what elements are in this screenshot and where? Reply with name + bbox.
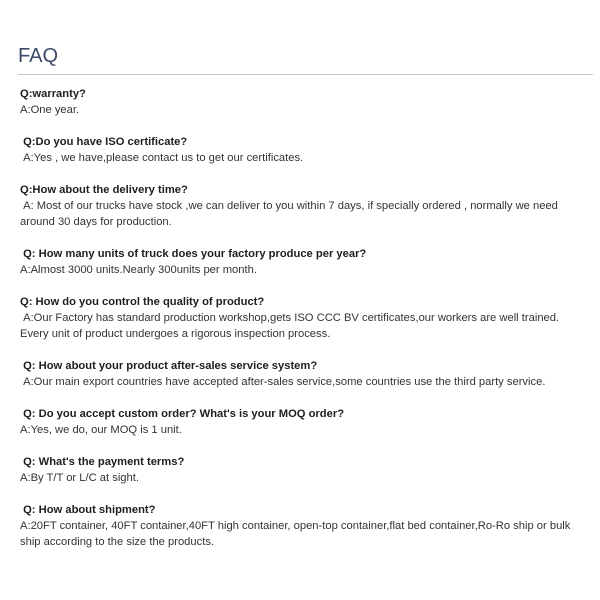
faq-item-delivery-time xyxy=(20,182,590,230)
faq-question: Q: How many units of truck does your factory produce per year? xyxy=(20,248,367,260)
faq-question: Q: How about shipment? xyxy=(20,504,156,516)
faq-item-payment-terms xyxy=(20,454,590,486)
faq-question: Q: Do you accept custom order? What's is your MOQ order? xyxy=(20,408,345,420)
page-title: FAQ xyxy=(18,45,59,67)
faq-answer: A:Yes, we do, our MOQ is 1 unit. xyxy=(20,424,182,436)
faq-answer: A:Our main export countries have accepted after-sales service,some countries use the third party service. xyxy=(20,376,546,388)
faq-answer: A:By T/T or L/C at sight. xyxy=(20,472,139,484)
faq-answer: A:Yes , we have,please contact us to get our certificates. xyxy=(20,152,304,164)
faq-question: Q: What's the payment terms? xyxy=(20,456,185,468)
faq-header xyxy=(18,42,593,75)
faq-answer: A:Our Factory has standard production workshop,gets ISO CCC BV certificates,our workers are well trained. Every unit of product undergoes a rigorous inspection process. xyxy=(20,312,563,340)
faq-answer: A:Almost 3000 units.Nearly 300units per month. xyxy=(20,264,257,276)
faq-item-warranty xyxy=(20,86,590,118)
faq-question: Q: How do you control the quality of product? xyxy=(20,296,265,308)
faq-answer: A:20FT container, 40FT container,40FT high container, open-top container,flat bed container,Ro-Ro ship or bulk ship according to the size the products. xyxy=(20,520,574,548)
faq-item-custom-order xyxy=(20,406,590,438)
faq-answer: A:One year. xyxy=(20,104,80,116)
faq-question: Q:warranty? xyxy=(20,88,86,100)
faq-list xyxy=(20,86,590,566)
faq-item-after-sales xyxy=(20,358,590,390)
faq-item-iso-certificate xyxy=(20,134,590,166)
faq-question: Q:How about the delivery time? xyxy=(20,184,188,196)
faq-item-production-capacity xyxy=(20,246,590,278)
title-divider xyxy=(18,74,593,75)
faq-answer: A: Most of our trucks have stock ,we can deliver to you within 7 days, if specially ordered , normally we need around 30 days for production. xyxy=(20,200,561,228)
faq-item-shipment xyxy=(20,502,590,550)
faq-item-quality-control xyxy=(20,294,590,342)
faq-question: Q: How about your product after-sales service system? xyxy=(20,360,318,372)
faq-question: Q:Do you have ISO certificate? xyxy=(20,136,188,148)
